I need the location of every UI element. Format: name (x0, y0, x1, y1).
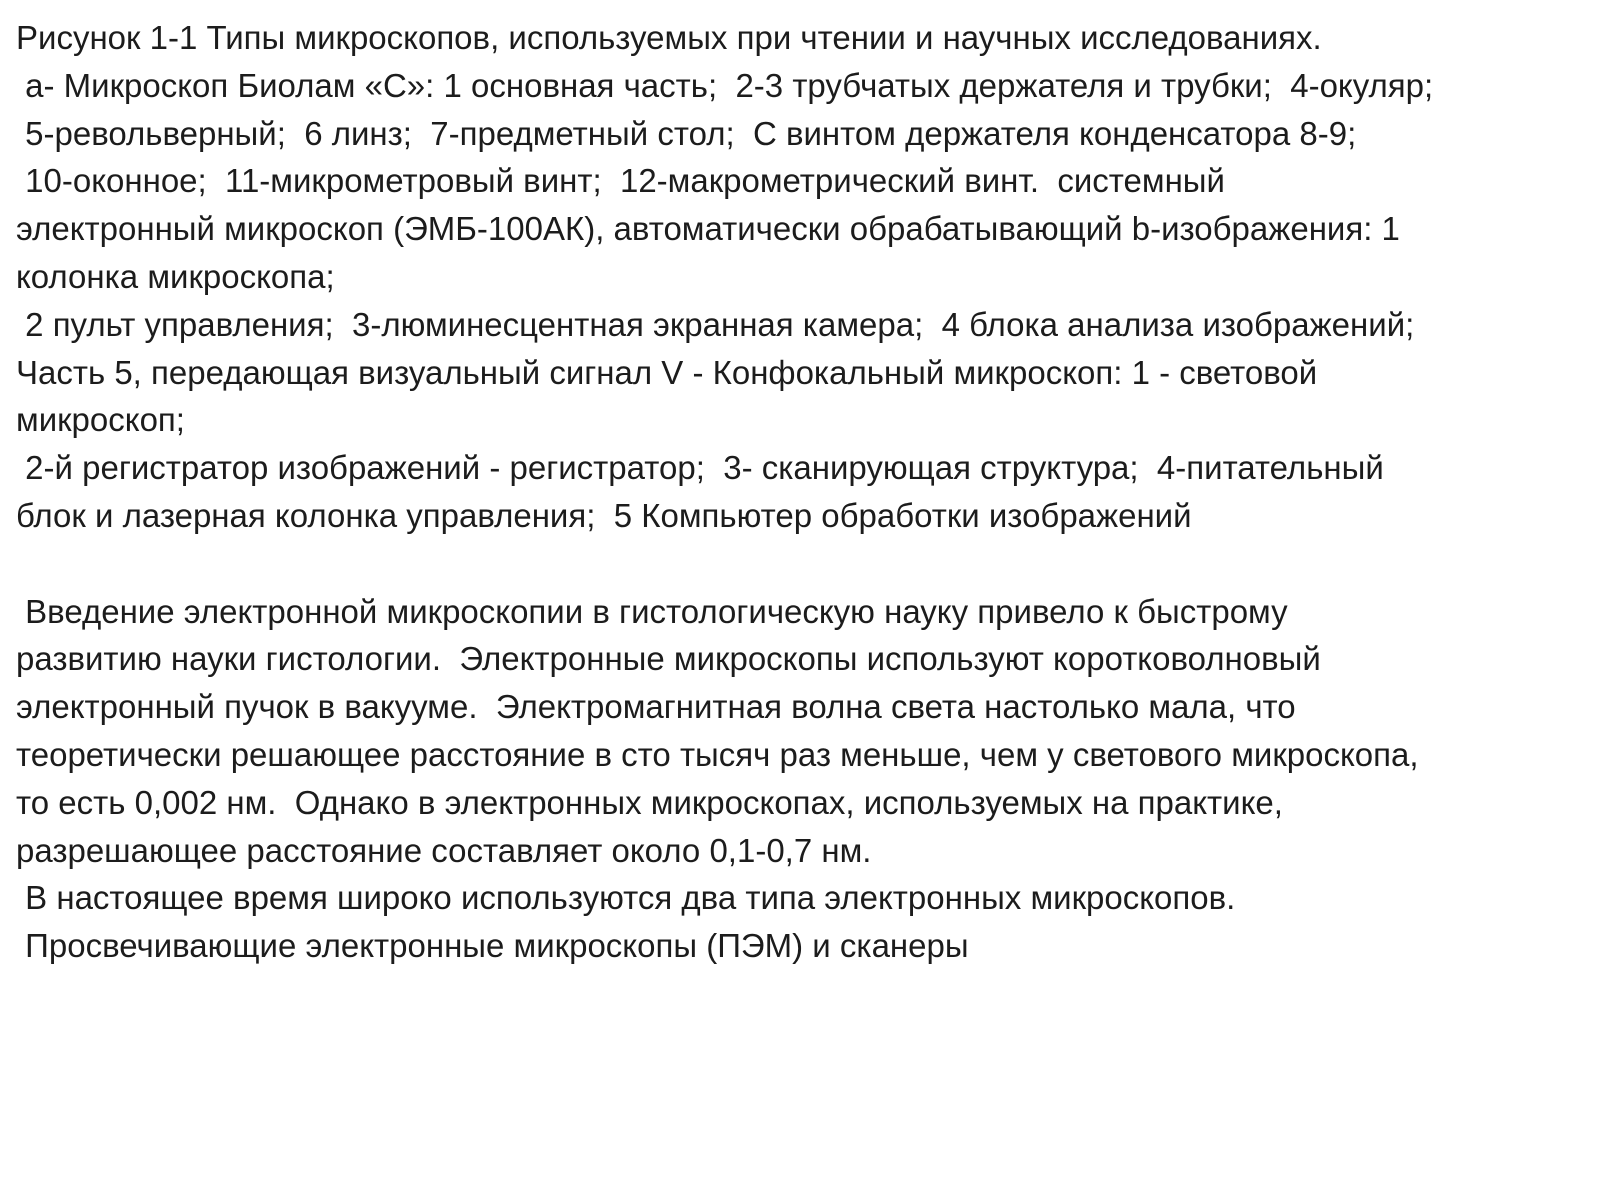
figure-caption (16, 14, 1586, 540)
caption-line: электронный микроскоп (ЭМБ-100АК), автоматически обрабатывающий b-изображения: 1 (16, 210, 1400, 248)
body-line: Введение электронной микроскопии в гистологическую науку привело к быстрому (16, 592, 1288, 630)
document-page (16, 14, 1586, 970)
paragraph-gap (16, 540, 1586, 588)
body-paragraph (16, 588, 1586, 970)
caption-line: 2-й регистратор изображений - регистратор; 3- сканирующая структура; 4-питательный (16, 449, 1384, 487)
body-line: развитию науки гистологии. Электронные микроскопы используют коротковолновый (16, 640, 1321, 678)
body-line: то есть 0,002 нм. Однако в электронных микроскопах, используемых на практике, (16, 783, 1283, 821)
body-line: Просвечивающие электронные микроскопы (ПЭМ) и сканеры (16, 927, 969, 965)
caption-line: колонка микроскопа; (16, 257, 335, 295)
caption-line: 5-револьверный; 6 линз; 7-предметный стол; С винтом держателя конденсатора 8-9; (16, 114, 1357, 152)
body-line: разрешающее расстояние составляет около 0,1-0,7 нм. (16, 831, 872, 869)
caption-line: микроскоп; (16, 401, 185, 439)
caption-line: Рисунок 1-1 Типы микроскопов, используемых при чтении и научных исследованиях. (16, 19, 1322, 56)
body-line: теоретически решающее расстояние в сто тысяч раз меньше, чем у светового микроскопа, (16, 735, 1419, 773)
body-line: В настоящее время широко используются два типа электронных микроскопов. (16, 879, 1236, 917)
caption-line: Часть 5, передающая визуальный сигнал V - Конфокальный микроскоп: 1 - световой (16, 353, 1318, 391)
caption-line: а- Микроскоп Биолам «С»: 1 основная часть; 2-3 трубчатых держателя и трубки; 4-окуляр; (16, 66, 1434, 104)
caption-line: 2 пульт управления; 3-люминесцентная экранная камера; 4 блока анализа изображений; (16, 305, 1415, 343)
body-line: электронный пучок в вакууме. Электромагнитная волна света настолько мала, что (16, 688, 1296, 726)
caption-line: блок и лазерная колонка управления; 5 Компьютер обработки изображений (16, 496, 1192, 534)
caption-line: 10-оконное; 11-микрометровый винт; 12-макрометрический винт. системный (16, 162, 1225, 200)
